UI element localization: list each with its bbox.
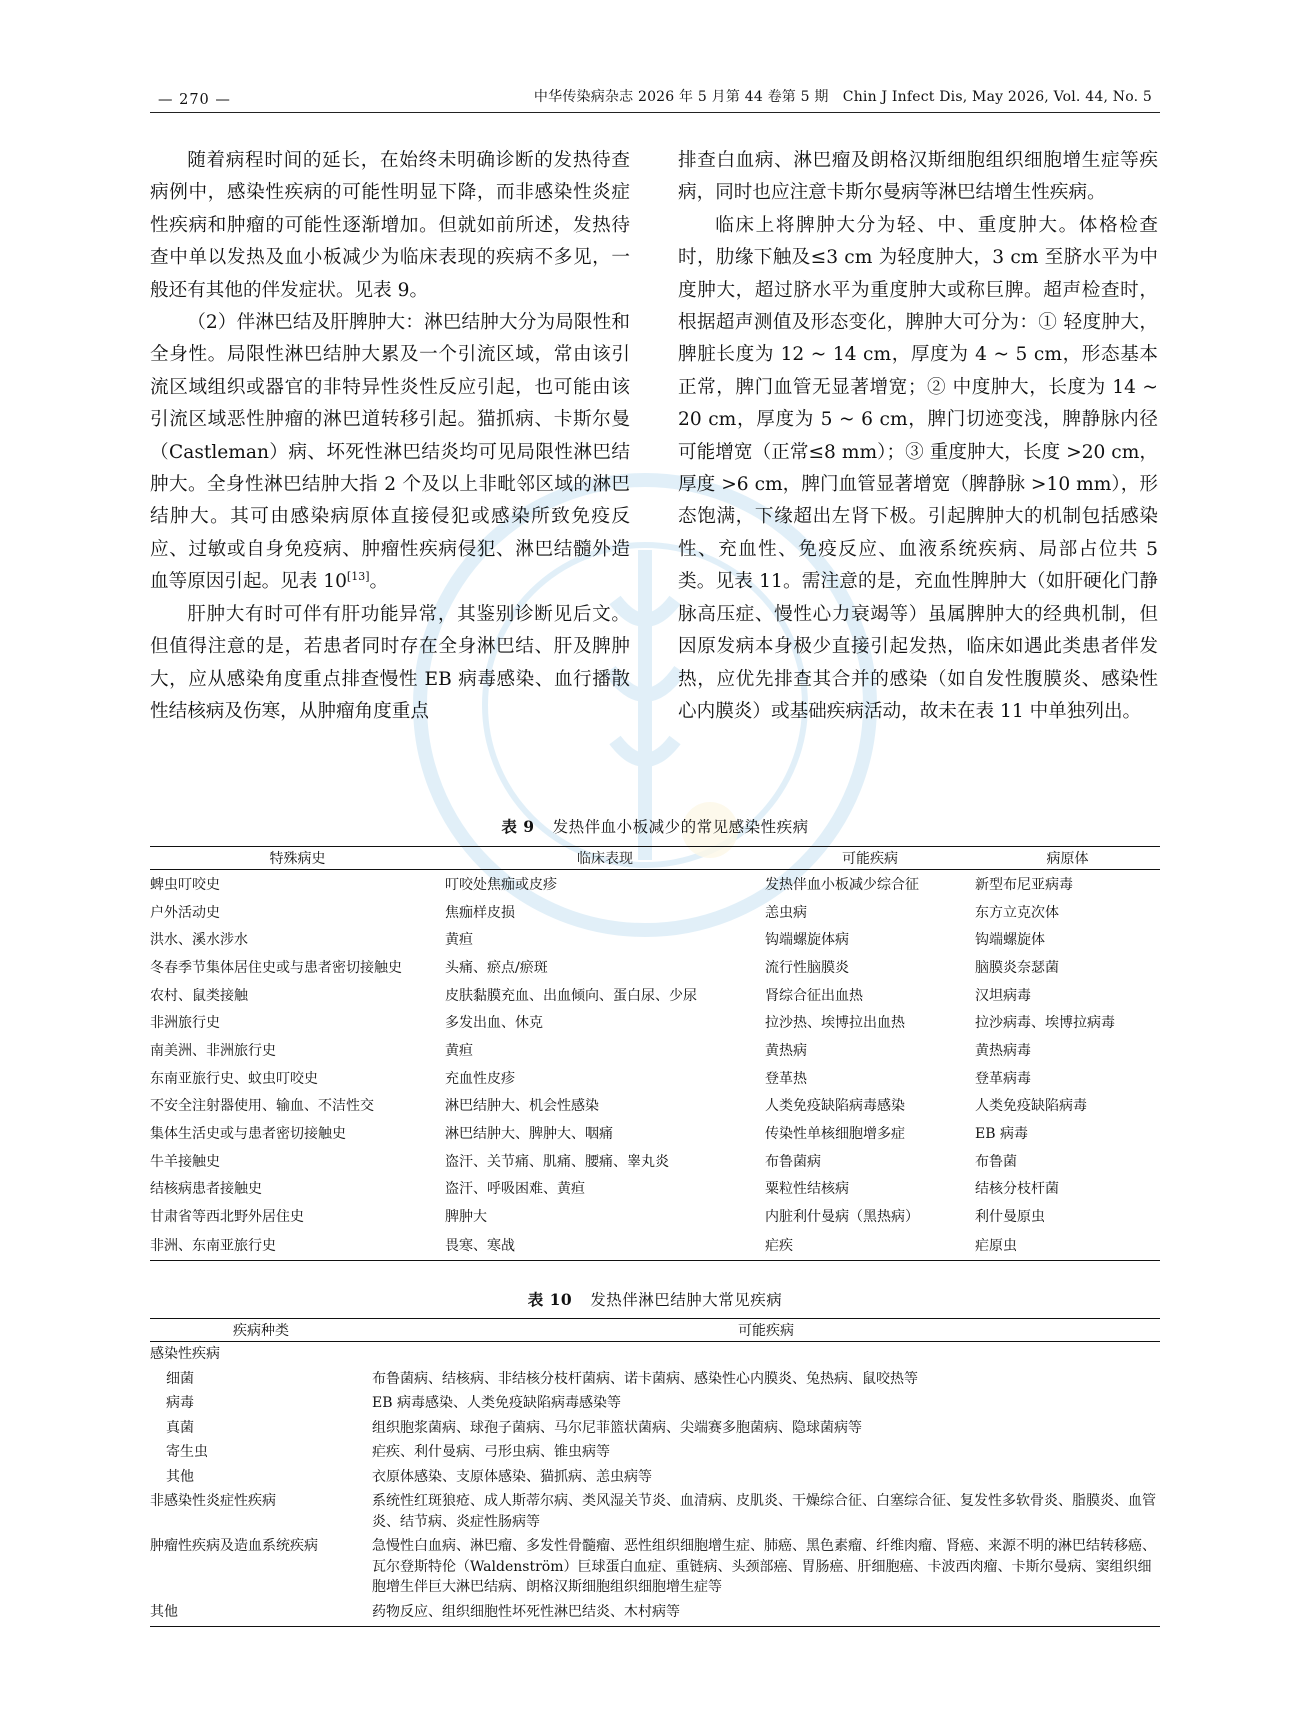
table-cell: 淋巴结肿大、机会性感染: [445, 1098, 599, 1115]
table-row: [150, 1147, 1160, 1175]
table-row: [150, 1202, 1160, 1230]
disease-category: 病毒: [166, 1395, 194, 1411]
table-cell: EB 病毒: [975, 1126, 1028, 1143]
table-cell: 黄热病毒: [975, 1042, 1031, 1059]
table-row: [150, 1175, 1160, 1203]
left-column: [150, 145, 630, 728]
paragraph: 随着病程时间的延长，在始终未明确诊断的发热待查病例中，感染性疾病的可能性明显下降，而非感染性炎症性疾病和肿瘤的可能性逐渐增加。但就如前所述，发热待查中单以发热及血小板减少为临床表现的疾病不多见，一般还有其他的伴发症状。见表 9。: [150, 150, 630, 301]
disease-category: 肿瘤性疾病及造血系统疾病: [150, 1538, 318, 1554]
table-header-cell: 临床表现: [445, 847, 765, 870]
table-cell: 流行性脑膜炎: [765, 959, 849, 976]
table-cell: 布鲁菌: [975, 1153, 1017, 1170]
possible-diseases: EB 病毒感染、人类免疫缺陷病毒感染等: [372, 1395, 621, 1411]
table-cell: 利什曼原虫: [975, 1209, 1045, 1226]
table-row: [150, 925, 1160, 953]
table-cell: 黄疸: [445, 932, 473, 949]
table-9: [150, 846, 1160, 1261]
table-header-cell: 特殊病史: [150, 847, 445, 870]
table-cell: 登革病毒: [975, 1070, 1031, 1087]
possible-diseases: 疟疾、利什曼病、弓形虫病、锥虫病等: [372, 1444, 610, 1460]
table-cell: 内脏利什曼病（黑热病）: [765, 1209, 919, 1226]
paragraph: 排查白血病、淋巴瘤及朗格汉斯细胞组织细胞增生症等疾病，同时也应注意卡斯尔曼病等淋巴结增生性疾病。: [678, 150, 1158, 204]
table-cell: 布鲁菌病: [765, 1153, 821, 1170]
table-row: [150, 1416, 1160, 1441]
disease-category: 寄生虫: [166, 1444, 208, 1460]
table-cell: 东南亚旅行史、蚊虫叮咬史: [150, 1070, 318, 1087]
possible-diseases: 布鲁菌病、结核病、非结核分枝杆菌病、诺卡菌病、感染性心内膜炎、兔热病、鼠咬热等: [372, 1370, 918, 1387]
journal-header: 中华传染病杂志 2026 年 5 月第 44 卷第 5 期 Chin J Infect Dis, May 2026, Vol. 44, No. 5: [533, 89, 1152, 105]
right-column: [678, 145, 1158, 728]
table-row: [150, 1391, 1160, 1416]
table-cell: 叮咬处焦痂或皮疹: [445, 876, 557, 893]
table-cell: 新型布尼亚病毒: [975, 876, 1073, 893]
table-row: [150, 1600, 1160, 1627]
possible-diseases: 急慢性白血病、淋巴瘤、多发性骨髓瘤、恶性组织细胞增生症、肺癌、黑色素瘤、纤维肉瘤、肾癌、来源不明的淋巴结转移癌、瓦尔登斯特伦（Waldenström）巨球蛋白血症、重链病、头颈部癌、胃肠癌、肝细胞癌、卡波西肉瘤、卡斯尔曼病、窦组织细胞增生伴巨大淋巴结病、朗格汉斯细胞组织细胞增生症等: [372, 1538, 1156, 1595]
table-row: [150, 1008, 1160, 1036]
table-row: [150, 1119, 1160, 1147]
table-cell: 结核病患者接触史: [150, 1181, 262, 1198]
table-cell: 结核分枝杆菌: [975, 1181, 1059, 1198]
table-label: 表 10: [527, 1290, 573, 1309]
table-cell: 登革热: [765, 1070, 807, 1087]
table-cell: 户外活动史: [150, 904, 220, 921]
table-10: [150, 1318, 1160, 1627]
table-cell: 畏寒、寒战: [445, 1230, 765, 1261]
table-cell: 钩端螺旋体病: [765, 932, 849, 949]
table-row: [150, 953, 1160, 981]
table-cell: 南美洲、非洲旅行史: [150, 1042, 276, 1059]
table-cell: 钩端螺旋体: [975, 932, 1045, 949]
table-row: [150, 1036, 1160, 1064]
table-cell: 汉坦病毒: [975, 987, 1031, 1004]
table-cell: 盗汗、呼吸困难、黄疸: [445, 1181, 585, 1198]
table-cell: 蜱虫叮咬史: [150, 876, 220, 893]
table-row: [150, 1367, 1160, 1392]
table-title: 发热伴血小板减少的常见感染性疾病: [552, 818, 809, 836]
table-row: [150, 870, 1160, 898]
table-cell: 人类免疫缺陷病毒: [975, 1098, 1087, 1115]
table-row: [150, 1534, 1160, 1600]
table-cell: 脑膜炎奈瑟菌: [975, 959, 1059, 976]
table-cell: 疟原虫: [975, 1230, 1160, 1261]
table-cell: 疟疾: [765, 1230, 975, 1261]
table-cell: 洪水、溪水涉水: [150, 932, 248, 949]
table-cell: 冬春季节集体居住史或与患者密切接触史: [150, 959, 402, 976]
table-title: 发热伴淋巴结肿大常见疾病: [590, 1291, 783, 1309]
table-cell: 发热伴血小板减少综合征: [765, 876, 919, 893]
table-cell: 焦痂样皮损: [445, 904, 515, 921]
table-row: [150, 1064, 1160, 1092]
disease-category: 细菌: [166, 1370, 194, 1387]
possible-diseases: 组织胞浆菌病、球孢子菌病、马尔尼菲篮状菌病、尖端赛多胞菌病、隐球菌病等: [372, 1419, 862, 1436]
possible-diseases: [372, 1342, 1160, 1367]
table-header-cell: 疾病种类: [150, 1319, 372, 1342]
table-cell: 拉沙热、埃博拉出血热: [765, 1015, 905, 1032]
page-number: — 270 —: [158, 92, 231, 108]
disease-category: 非感染性炎症性疾病: [150, 1493, 276, 1509]
table-10-caption: [150, 1288, 1160, 1310]
table-9-caption: [150, 815, 1160, 837]
paragraph: 肝肿大有时可伴有肝功能异常，其鉴别诊断见后文。但值得注意的是，若患者同时存在全身淋巴结、肝及脾肿大，应从感染角度重点排查慢性 EB 病毒感染、血行播散性结核病及伤寒，从肿瘤角度重点: [150, 603, 630, 722]
disease-category: 其他: [150, 1600, 372, 1627]
paragraph: 临床上将脾肿大分为轻、中、重度肿大。体格检查时，肋缘下触及≤3 cm 为轻度肿大，3 cm 至脐水平为中度肿大，超过脐水平为重度肿大或称巨脾。超声检查时，根据超声测值及形态变化，脾肿大可分为：① 轻度肿大，脾脏长度为 12 ~ 14 cm，厚度为 4 ~ 5 cm，形态基本正常，脾门血管无显著增宽；② 中度肿大，长度为 14 ~ 20 cm，厚度为 5 ~ 6 cm，脾门切迹变浅，脾静脉内径可能增宽（正常≤8 mm）；③ 重度肿大，长度 >20 cm，厚度 >6 cm，脾门血管显著增宽（脾静脉 >10 mm），形态饱满，下缘超出左肾下极。引起脾肿大的机制包括感染性、充血性、免疫反应、血液系统疾病、局部占位共 5 类。见表 11。需注意的是，充血性脾肿大（如肝硬化门静脉高压症、慢性心力衰竭等）虽属脾肿大的经典机制，但因原发病本身极少直接引起发热，临床如遇此类患者伴发热，应优先排查其合并的感染（如自发性腹膜炎、感染性心内膜炎）或基础疾病活动，故未在表 11 中单独列出。: [678, 214, 1158, 722]
table-header-cell: 病原体: [975, 847, 1160, 870]
table-cell: 甘肃省等西北野外居住史: [150, 1209, 304, 1226]
citation-ref[interactable]: [13]: [346, 570, 370, 584]
table-row: [150, 1342, 1160, 1367]
possible-diseases: 药物反应、组织细胞性坏死性淋巴结炎、木村病等: [372, 1600, 1160, 1627]
table-label: 表 9: [501, 817, 535, 836]
table-cell: 黄疸: [445, 1042, 473, 1059]
table-cell: 集体生活史或与患者密切接触史: [150, 1126, 346, 1143]
table-cell: 肾综合征出血热: [765, 987, 863, 1004]
table-cell: 多发出血、休克: [445, 1015, 543, 1032]
table-cell: 盗汗、关节痛、肌痛、腰痛、睾丸炎: [445, 1153, 669, 1170]
disease-category: 感染性疾病: [150, 1346, 220, 1362]
table-cell: 非洲、东南亚旅行史: [150, 1230, 445, 1261]
disease-category: 真菌: [166, 1419, 194, 1436]
table-cell: 充血性皮疹: [445, 1070, 515, 1087]
table-row: [150, 1465, 1160, 1490]
table-row: [150, 1440, 1160, 1465]
table-cell: 不安全注射器使用、输血、不洁性交: [150, 1098, 374, 1115]
table-header-cell: 可能疾病: [372, 1319, 1160, 1342]
table-row: [150, 981, 1160, 1009]
table-cell: 头痛、瘀点/瘀斑: [445, 959, 548, 976]
possible-diseases: 衣原体感染、支原体感染、猫抓病、恙虫病等: [372, 1468, 652, 1485]
table-cell: 皮肤黏膜充血、出血倾向、蛋白尿、少尿: [445, 987, 697, 1004]
table-cell: 非洲旅行史: [150, 1015, 220, 1032]
table-row: [150, 1092, 1160, 1120]
table-cell: 脾肿大: [445, 1209, 487, 1226]
table-header-cell: 可能疾病: [765, 847, 975, 870]
table-cell: 黄热病: [765, 1042, 807, 1059]
disease-category: 其他: [166, 1468, 194, 1485]
possible-diseases: 系统性红斑狼疮、成人斯蒂尔病、类风湿关节炎、血清病、皮肌炎、干燥综合征、白塞综合征、复发性多软骨炎、脂膜炎、血管炎、结节病、炎症性肠病等: [372, 1493, 1156, 1530]
table-row: [150, 1230, 1160, 1261]
table-cell: 人类免疫缺陷病毒感染: [765, 1098, 905, 1115]
table-cell: 粟粒性结核病: [765, 1181, 849, 1198]
table-cell: 东方立克次体: [975, 904, 1059, 921]
table-row: [150, 1489, 1160, 1534]
table-cell: 农村、鼠类接触: [150, 987, 248, 1004]
table-row: [150, 898, 1160, 926]
table-cell: 传染性单核细胞增多症: [765, 1126, 905, 1143]
table-cell: 淋巴结肿大、脾肿大、咽痛: [445, 1126, 613, 1143]
paragraph: （2）伴淋巴结及肝脾肿大：淋巴结肿大分为局限性和全身性。局限性淋巴结肿大累及一个引流区域，常由该引流区域组织或器官的非特异性炎性反应引起，也可能由该引流区域恶性肿瘤的淋巴道转移引起。猫抓病、卡斯尔曼（Castleman）病、坏死性淋巴结炎均可见局限性淋巴结肿大。全身性淋巴结肿大指 2 个及以上非毗邻区域的淋巴结肿大。其可由感染病原体直接侵犯或感染所致免疫反应、过敏或自身免疫病、肿瘤性疾病侵犯、淋巴结髓外造血等原因引起。见表 10[13]。: [150, 312, 630, 593]
header-rule: [150, 112, 1160, 113]
table-cell: 牛羊接触史: [150, 1153, 220, 1170]
table-cell: 恙虫病: [765, 904, 807, 921]
table-cell: 拉沙病毒、埃博拉病毒: [975, 1015, 1115, 1032]
